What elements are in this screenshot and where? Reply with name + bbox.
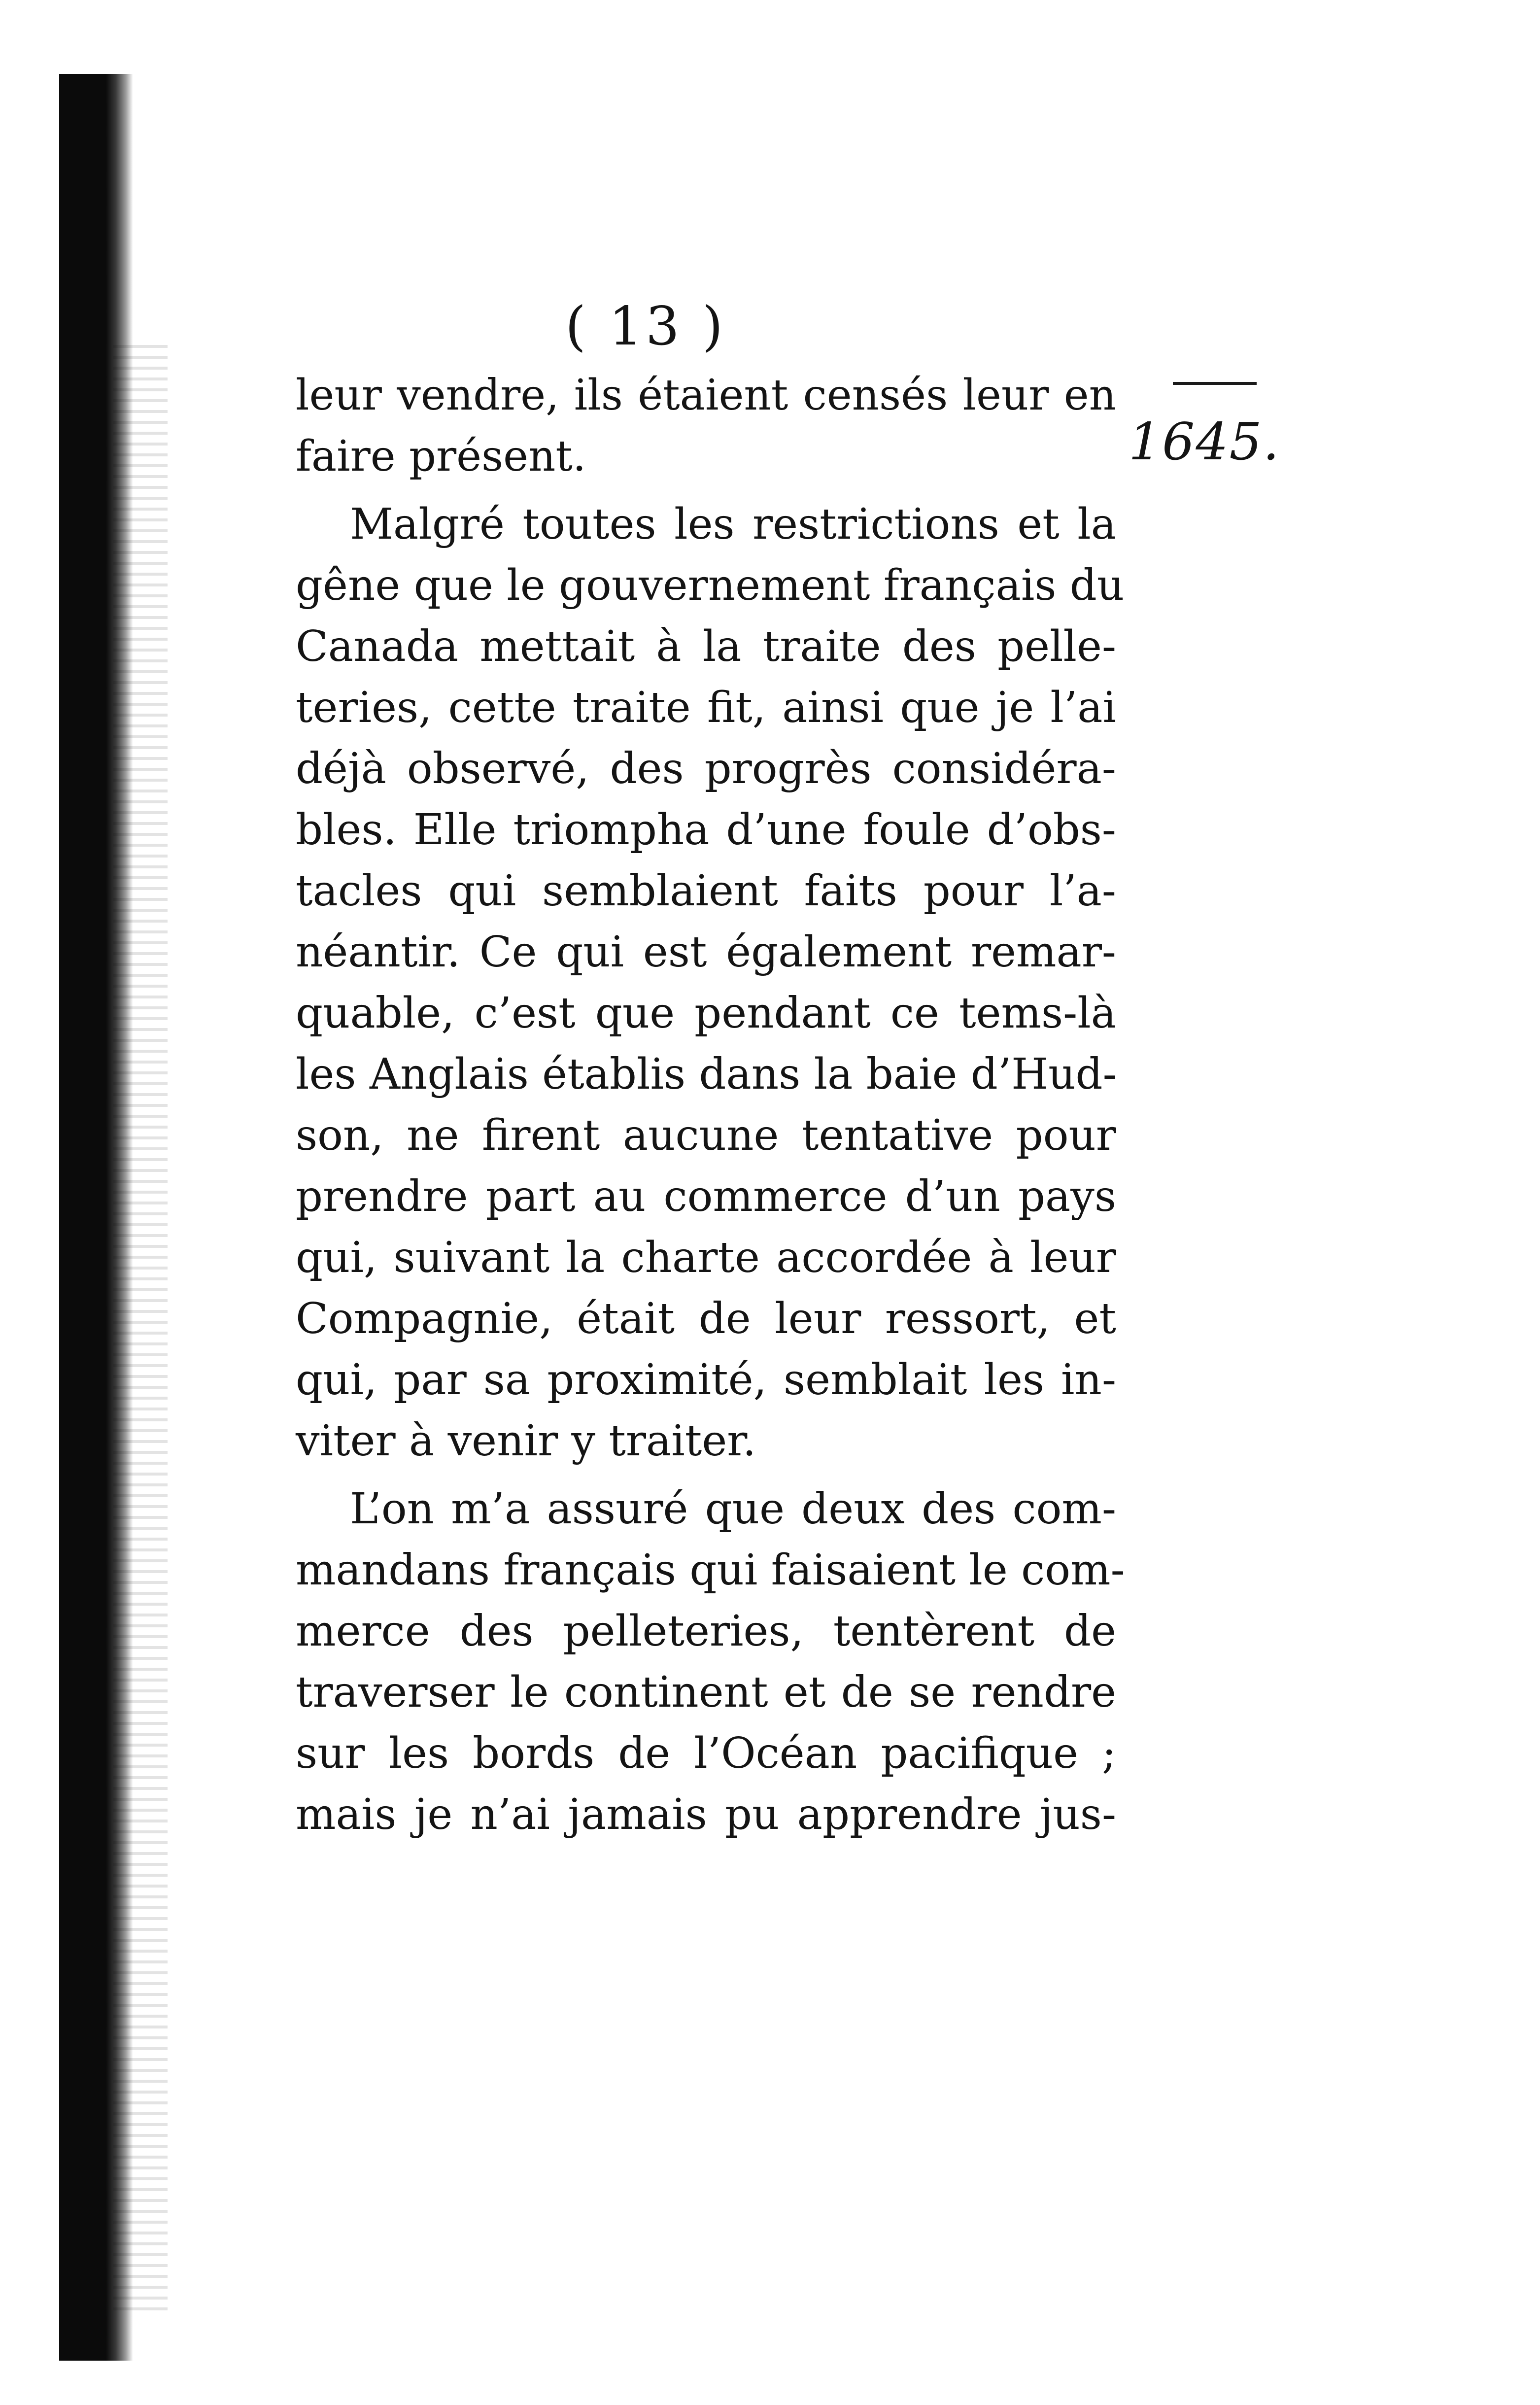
paragraph	[296, 365, 1116, 487]
text-line: les Anglais établis dans la baie d’Hud-	[296, 1050, 1117, 1099]
body-text	[296, 365, 1125, 1845]
text-line: qui, suivant la charte accordée à leur	[296, 1233, 1116, 1282]
text-line: prendre part au commerce d’un pays	[296, 1172, 1116, 1221]
text-line: tacles qui semblaient faits pour l’a-	[296, 866, 1116, 916]
margin-year-note: 1645.	[1129, 412, 1280, 472]
paragraph	[296, 494, 1125, 1472]
margin-rule	[1173, 382, 1257, 385]
text-line: qui, par sa proximité, semblait les in-	[296, 1355, 1116, 1405]
text-line: déjà observé, des progrès considéra-	[296, 744, 1116, 793]
text-line: Malgré toutes les restrictions et la	[350, 500, 1116, 549]
page-number: ( 13 )	[565, 296, 726, 357]
text-line: Canada mettait à la traite des pelle-	[296, 622, 1116, 671]
text-line: merce des pelleteries, tentèrent de	[296, 1607, 1116, 1656]
text-line: gêne que le gouvernement français du	[296, 561, 1125, 610]
text-line: néantir. Ce qui est également remar-	[296, 928, 1116, 977]
text-line: traverser le continent et de se rendre	[296, 1668, 1116, 1717]
paragraph	[296, 1478, 1125, 1845]
text-line: leur vendre, ils étaient censés leur en	[296, 371, 1116, 420]
text-line: faire présent.	[296, 432, 586, 481]
text-line: mandans français qui faisaient le com-	[296, 1546, 1125, 1595]
text-line: sur les bords de l’Océan pacifique ;	[296, 1729, 1116, 1778]
text-line: quable, c’est que pendant ce tems-là	[296, 989, 1116, 1038]
text-line: mais je n’ai jamais pu apprendre jus-	[296, 1790, 1116, 1839]
text-line: bles. Elle triompha d’une foule d’obs-	[296, 805, 1116, 855]
scan-speckle	[113, 345, 168, 2316]
text-line: viter à venir y traiter.	[296, 1416, 756, 1466]
text-line: son, ne firent aucune tentative pour	[296, 1111, 1116, 1160]
text-line: Compagnie, était de leur ressort, et	[296, 1294, 1116, 1343]
text-line: L’on m’a assuré que deux des com-	[350, 1484, 1116, 1534]
text-line: teries, cette traite fit, ainsi que je l’ai	[296, 683, 1116, 732]
